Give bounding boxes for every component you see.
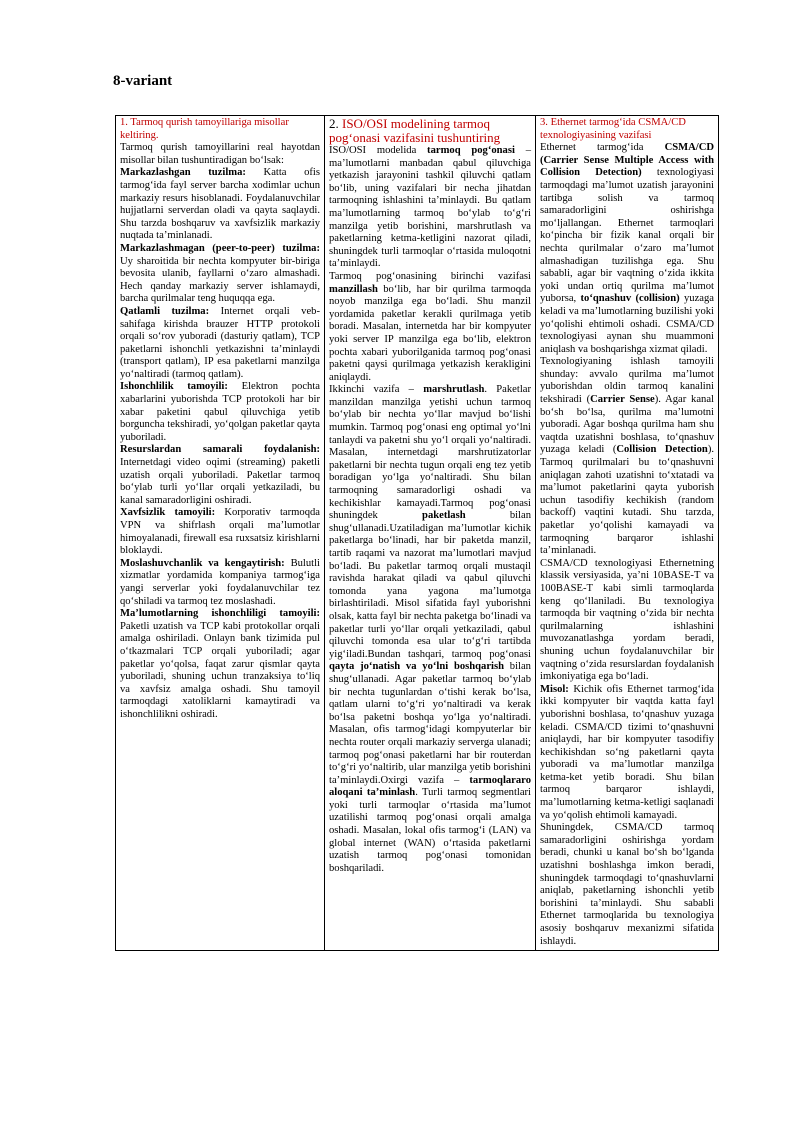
question-2-heading: 2. ISO/OSI modelining tarmoq pog‘onasi vazifasini tushuntiring [329, 116, 501, 145]
answer-column-1 [116, 116, 325, 951]
table-row [116, 116, 719, 951]
col2-paragraph: ISO/OSI modelida tarmoq pog‘onasi – ma’lumotlarni manbadan qabul qiluvchiga yetkazish jarayonini tashkil qiluvchi qatlam bo‘lib, uning vazifalari bir necha jihatdan tarmoqning ishlashini ta’minlaydi. Bu qatlam ma’lumotlarning tarmoq bo‘ylab to‘g‘ri manzilga yetib borishini, marshrutlash va paketlarning ketma-ketligini nazorat qiladi, shuningdek turli tarmoqlar o‘rtasida muloqotni ta’minlaydi. [329, 145, 531, 270]
principle-item: Markazlashmagan (peer-to-peer) tuzilma: Uy sharoitida bir nechta kompyuter bir-biriga bevosita ulanib, fayllarni o‘zaro almashadi. Hech qanday markaziy server ishlamaydi, barcha qurilmalar teng huquqqa ega. [120, 242, 320, 305]
principle-item: Xavfsizlik tamoyili: Korporativ tarmoqda VPN va shifrlash orqali ma’lumotlar himoyalanadi, firewall esa ruxsatsiz kirishlarni bloklaydi. [120, 507, 320, 557]
principle-item: Ma’lumotlarning ishonchliligi tamoyili: Paketli uzatish va TCP kabi protokollar orqali amalga oshiriladi. Onlayn bank tizimida pul o‘tkazmalari TCP orqali yuboriladi; agar paketlar yo‘qolsa, faqat zarur qismlar qayta yuboriladi, shuning uchun tranzaksiya to‘liq va xavfsiz amalga oshadi. Shu tamoyil tarmoqdagi xatoliklarni kamaytiradi va ishonchlilikni oshiradi. [120, 608, 320, 720]
principle-item: Ishonchlilik tamoyili: Elektron pochta xabarlarini yuborishda TCP protokoli har bir xabar paketini qabul qiluvchiga yetib borguncha tekshiradi, yo‘qolgan paketlar qayta yuboriladi. [120, 381, 320, 443]
answers-table [115, 115, 719, 951]
document-title: 8-variant [113, 73, 173, 89]
col2-paragraph: Ikkinchi vazifa – marshrutlash. Paketlar manzildan manzilga yetishi uchun tarmoq bo‘ylab bir nechta yo‘llar mavjud bo‘lishi mumkin. Tarmoq pog‘onasi eng optimal yo‘lni tanlaydi va paketni shu yo‘l orqali yo‘naltiradi. Masalan, internetdagi marshrutizatorlar paketlarni bir nechta tugun orqali eng tez yetib boradigan yo‘lga yo‘naltiradi. Shu bilan tarmoqning samaradorligi oshadi va kechikishlar kamayadi.Tarmoq pog‘onasi shuningdek paketlash bilan shug‘ullanadi.Uzatiladigan ma’lumotlar kichik paketlarga bo‘linadi, har bir paketda manzil, tartib raqami va nazorat ma’lumotlari mavjud bo‘ladi. Bu paketlar tarmoq orqali mustaqil ravishda harakat qiladi va qabul qiluvchi tomonda yana yagona ma’lumotga birlashtiriladi. Misol sifatida fayl yuborishni olsak, katta fayl bir nechta paketga bo‘linadi va paketlar turli yo‘llar orqali yetkaziladi, qabul qiluvchi tomonda esa ular to‘g‘ri tartibda yig‘iladi.Bundan tashqari, tarmoq pog‘onasi qayta jo‘natish va yo‘lni boshqarish bilan shug‘ullanadi. Agar paketlar tarmoq bo‘ylab bir nechta tugunlardan o‘tishi kerak bo‘lsa, qatlam ularni to‘g‘ri yo‘naltiradi va kerak bo‘lsa paketni boshqa yo‘lga yo‘naltiradi. Masalan, ofis tarmog‘idagi kompyuterlar bir nechta router orqali markaziy serverga ulanadi; tarmoq pog‘onasi paketlarni har bir routerdan to‘g‘ri yo‘naltirib, ular manzilga yetib borishini ta’minlaydi.Oxirgi vazifa – tarmoqlararo aloqani ta’minlash. Turli tarmoq segmentlari yoki turli tarmoqlar o‘rtasida ma’lumot uzatilishi tarmoq pog‘onasi orqali amalga oshadi. Masalan, lokal ofis tarmog‘i (LAN) va global internet (WAN) o‘rtasida paketlarni uzatish tarmoq pog‘onasi tomonidan boshqariladi. [329, 384, 531, 874]
question-1-heading: 1. Tarmoq qurish tamoyillariga misollar keltiring. [120, 117, 289, 141]
principle-item: Qatlamli tuzilma: Internet orqali veb-sahifaga kirishda brauzer HTTP protokoli orqali so‘rov yuboradi (dasturiy qatlam), TCP paketlarni ishonchli yetkazishni ta’minlaydi (transport qatlam), IP esa paketlarni manzilga yo‘naltiradi (tarmoq qatlam). [120, 305, 320, 380]
col3-paragraph: Shuningdek, CSMA/CD tarmoq samaradorligini oshirishga yordam beradi, chunki u kanal bo‘sh bo‘lganda uzatishni boshlashga imkon beradi, shuningdek tarmoqdagi to‘qnashuvlarni aniqlab, paketlarning ishonchli yetib borishini ta’minlaydi. Shu sababli Ethernet tarmoqlarida bu texnologiya asosiy boshqaruv mexanizmi sifatida ishlaydi. [540, 822, 714, 947]
col3-paragraph: CSMA/CD texnologiyasi Ethernetning klassik versiyasida, ya’ni 10BASE-T va 100BASE-T kabi simli tarmoqlarda keng qo‘llaniladi. Bu texnologiya tarmoqda bir vaqtning o‘zida bir nechta qurilmalarning ishlashini muvozanatlashga yordam beradi, shuning uchun foydalanuvchilar bir vaqtning o‘zida resurslardan foydalanish imkoniyatiga ega bo‘ladi. [540, 557, 714, 683]
answer-column-3 [536, 116, 719, 951]
principle-item: Markazlashgan tuzilma: Katta ofis tarmog‘ida fayl server barcha xodimlar uchun markaziy resurs hisoblanadi. Foydalanuvchilar hujjatlarni serverdan oladi va qayta saqlaydi. Shu tarzda boshqaruv va xavfsizlik markaziy nuqtada ta’minlanadi. [120, 167, 321, 242]
col3-paragraph: Texnologiyaning ishlash tamoyili shunday: avvalo qurilma ma’lumot yuborishdan oldin tarmoq kanalini tekshiradi (Carrier Sense). Agar kanal bo‘sh bo‘lsa, qurilma ma’lumotni yuboradi. Agar boshqa qurilma ham shu vaqtda uzatishni boshlasa, to‘qnashuv yuzaga keladi (Collision Detection). Tarmoq qurilmalari bu to‘qnashuvni aniqlagan zahoti uzatishni to‘xtatadi va ma’lumot paketlarini qayta yuborish uchun tasodifiy kechikish (random backoff) vaqtini kutadi. Shu tarzda, paketlar yo‘qolishi kamayadi va tarmoqning barqaror ishlashi ta’minlanadi. [540, 356, 714, 557]
col3-paragraph: Ethernet tarmog‘ida CSMA/CD (Carrier Sense Multiple Access with Collision Detection) texnologiyasi tarmoqdagi ma’lumot uzatish jarayonini tartibga solish va tarmoq samaradorligini oshirishga mo‘ljallangan. Ethernet tarmoqlari ko‘pincha bir fizik kanal orqali bir nechta qurilmalar o‘zaro ma’lumot almashadigan tuzilishga ega. Shu sababli, agar bir vaqtning o‘zida ikkita yoki undan ortiq qurilma ma’lumot yuborsa, to‘qnashuv (collision) yuzaga keladi va ma’lumotlarning buzilishi yoki yo‘qolishi ehtimoli oshadi. CSMA/CD texnologiyasi aynan shu muammoni aniqlash va boshqarishga xizmat qiladi. [540, 142, 715, 355]
col2-paragraph: Tarmoq pog‘onasining birinchi vazifasi manzillash bo‘lib, har bir qurilma tarmoqda noyob manzilga ega bo‘ladi. Shu manzil yordamida paketlar kerakli qurilmaga yetib boradi. Masalan, internetda har bir kompyuter yoki server IP manzilga ega bo‘lib, elektron pochta xabari yuborilganida tarmoq pog‘onasi paketni qaysi qurilmaga yetkazish kerakligini aniqlaydi. [329, 270, 531, 383]
principle-item: Moslashuvchanlik va kengaytirish: Bulutli xizmatlar yordamida kompaniya tarmog‘iga yangi serverlar yoki foydalanuvchilar tez qo‘shiladi va tarmoq tez moslashadi. [120, 557, 320, 607]
col3-paragraph: Misol: Kichik ofis Ethernet tarmog‘ida ikki kompyuter bir vaqtda katta fayl yuborishni boshlasa, to‘qnashuv yuzaga keladi. CSMA/CD tizimi to‘qnashuvni aniqlaydi, har bir kompyuter tasodifiy kechikishdan so‘ng paketlarni qayta yuboradi va ma’lumotlar manzilga ketma-ket yetib boradi. Shu bilan tarmoq barqaror ishlaydi, ma’lumotlarning ketma-ketligi saqlanadi va yo‘qolish ehtimoli kamayadi. [540, 683, 714, 821]
answer-column-2 [325, 116, 536, 951]
col1-intro: Tarmoq qurish tamoyillarini real hayotdan misollar bilan tushuntiradigan bo‘lsak: [120, 142, 320, 166]
principle-item: Resurslardan samarali foydalanish: Internetdagi video oqimi (streaming) paketli uzatish orqali yuboriladi. Paketlar tarmoq bo‘ylab turli yo‘llar orqali yetkaziladi, bu kanal samaradorligini oshiradi. [120, 444, 320, 506]
question-3-heading: 3. Ethernet tarmog‘ida CSMA/CD texnologiyasining vazifasi [540, 117, 686, 141]
